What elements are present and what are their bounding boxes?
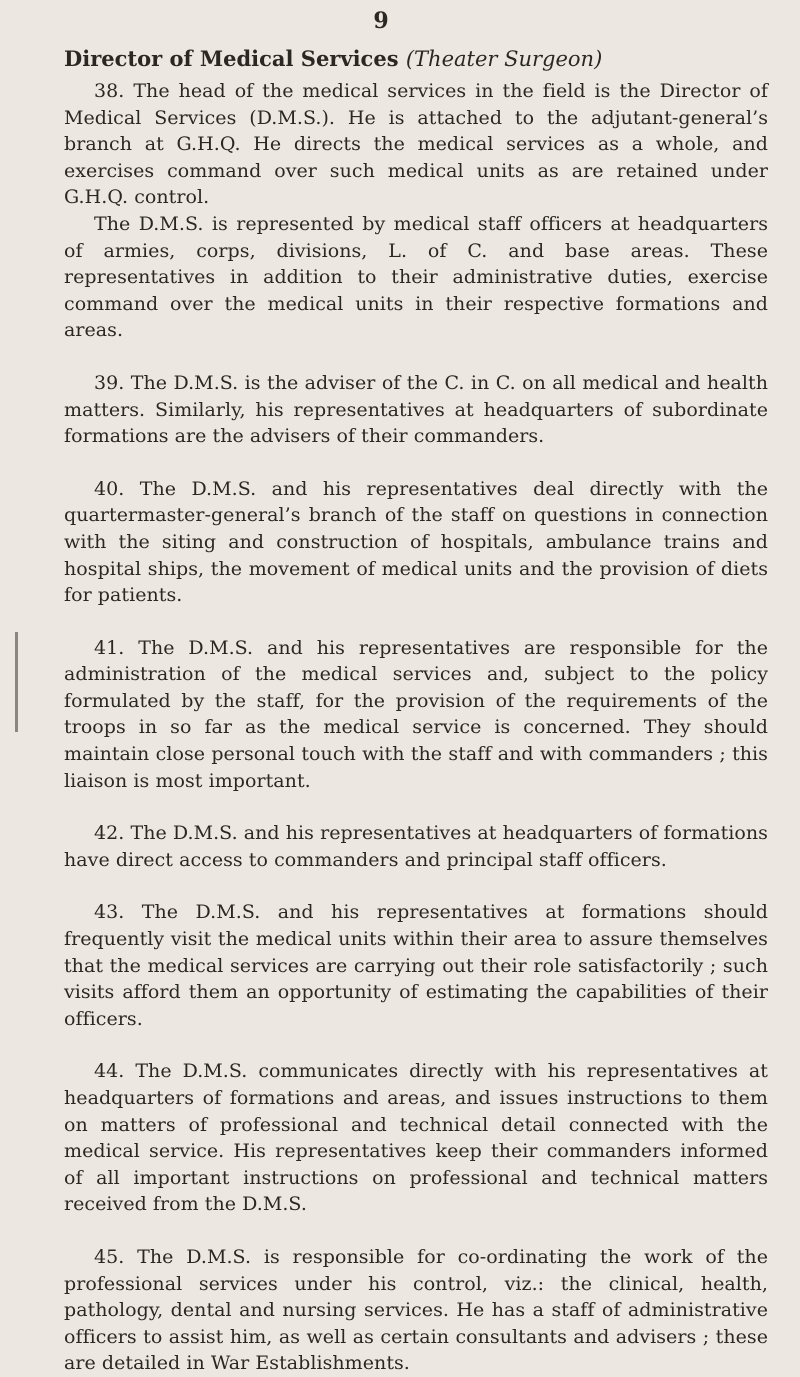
paragraph-44: 44. The D.M.S. communicates directly with his representatives at headquarters of formations and areas, and issues instructions to them on matters of professional and technical detail connected with the medical service. His representatives keep their commanders informed of all important instructions on professional and technical matters received from the D.M.S. <box>64 1060 768 1216</box>
paragraph-43: 43. The D.M.S. and his representatives at formations should frequently visit the medical units within their area to assure themselves that the medical services are carrying out their role satisfactorily ; such visits afford them an opportunity of estimating the capabilities of their officers. <box>64 901 768 1030</box>
section-heading-subtitle: (Theater Surgeon) <box>405 47 603 71</box>
paragraph-38-continued: The D.M.S. is represented by medical staff officers at headquarters of armies, corps, divisions, L. of C. and base areas. These representatives in addition to their administrative duties, exercise command over the medical units in their respective formations and areas. <box>64 212 768 342</box>
paragraph-40: 40. The D.M.S. and his representatives deal directly with the quartermaster-general’s branch of the staff on questions in connection with the siting and construction of hospitals, ambulance trains and hospital ships, the movement of medical units and the provision of diets for patients. <box>64 477 768 607</box>
paragraph-41: 41. The D.M.S. and his representatives are responsible for the administration of the medical services and, subject to the policy formulated by the staff, for the provision of the requirements of the troops in so far as the medical service is concerned. They should maintain close personal touch with the staff and with commanders ; this liaison is most important. <box>64 636 768 792</box>
paragraph-42: 42. The D.M.S. and his representatives at headquarters of formations have direct access to commanders and principal staff officers. <box>64 822 768 871</box>
section-heading-title: Director of Medical Services <box>64 46 399 71</box>
paragraph-39: 39. The D.M.S. is the adviser of the C. in C. on all medical and health matters. Similarly, his representatives at headquarters of subordinate formations are the advisers of their commanders. <box>64 371 768 448</box>
paragraph-45: 45. The D.M.S. is responsible for co-ordinating the work of the professional services under his control, viz.: the clinical, health, pathology, dental and nursing services. He has a staff of administrative officers to assist him, as well as certain consultants and advisers ; these are detailed in War Establishments. <box>64 1245 768 1375</box>
paragraph-38: 38. The head of the medical services in the field is the Director of Medical Services (D.M.S.). He is attached to the adjutant-general’s branch at G.H.Q. He directs the medical services as a whole, and exercises command over such medical units as are retained under G.H.Q. control. <box>64 80 768 209</box>
section-heading <box>64 46 768 72</box>
page-number: 9 <box>373 8 389 34</box>
margin-mark <box>15 632 24 732</box>
